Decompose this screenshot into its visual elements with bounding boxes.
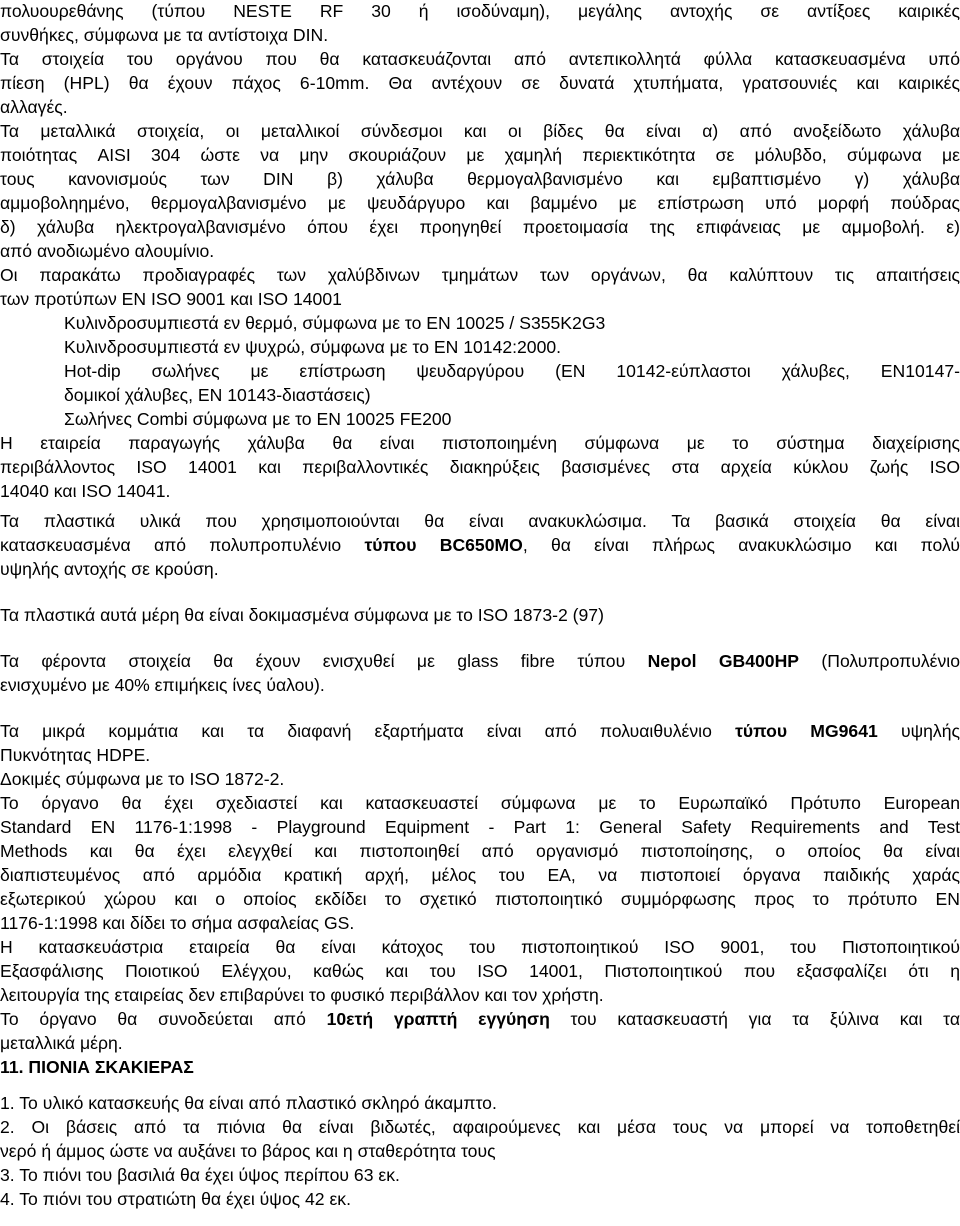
paragraph-steel-company <box>0 431 960 503</box>
text-line: πίεση (HPL) θα έχουν πάχος 6-10mm. Θα αντέχουν σε δυνατά χτυπήματα, γρατσουνιές και καιρικές <box>0 73 960 93</box>
paragraph-metal-parts <box>0 119 960 263</box>
text-line: διαπιστευμένος από αρμόδια κρατική αρχή, μέλος του EA, να πιστοποιεί όργανα παιδικής χαράς <box>0 865 960 885</box>
text-line: 1176-1:1998 και δίδει το σήμα ασφαλείας GS. <box>0 913 355 933</box>
text-line: Οι παρακάτω προδιαγραφές των χαλύβδινων τμημάτων των οργάνων, θα καλύπτουν τις απαιτήσεις <box>0 265 960 285</box>
text-line: λειτουργία της εταιρείας δεν επιβαρύνει το φυσικό περιβάλλον και τον χρήστη. <box>0 985 604 1005</box>
text-run: υψηλής <box>877 721 960 741</box>
text-line: 14040 και ISO 14041. <box>0 481 171 501</box>
text-line <box>0 1007 960 1031</box>
paragraph-hpl-panels <box>0 47 960 119</box>
text-run: του κατασκευαστή για τα ξύλινα και τα <box>549 1009 960 1029</box>
spec-item: Κυλινδροσυμπιεστά εν θερμό, σύμφωνα με το EN 10025 / S355K2G3 <box>64 313 606 333</box>
list-item: 1. Το υλικό κατασκευής θα είναι από πλαστικό σκληρό άκαμπτο. <box>0 1093 497 1113</box>
text-line: Εξασφάλισης Ποιοτικού Ελέγχου, καθώς και του ISO 14001, Πιστοποιητικού που εξασφαλίζει ότι η <box>0 961 960 981</box>
text-line: εξωτερικού χώρου και ο οποίος εκδίδει το σχετικό πιστοποιητικό συμμόρφωσης προς το πρότυπο EN <box>0 889 960 909</box>
paragraph-warranty <box>0 1007 960 1055</box>
text-line: Το όργανο θα έχει σχεδιαστεί και κατασκευαστεί σύμφωνα με το Ευρωπαϊκό Πρότυπο European <box>0 793 960 813</box>
text-line: Standard EN 1176-1:1998 - Playground Equipment - Part 1: General Safety Requirements and Test <box>0 817 960 837</box>
paragraph-steel-specs <box>0 263 960 431</box>
text-line: τους κανονισμούς των DIN β) χάλυβα θερμογαλβανισμένο και εμβαπτισμένο γ) χάλυβα <box>0 169 960 189</box>
bold-text: 10ετή γραπτή εγγύηση <box>326 1009 550 1029</box>
text-line <box>0 719 960 743</box>
text-run: (Πολυπροπυλένιο <box>799 651 960 671</box>
list-item: 4. Το πιόνι του στρατιώτη θα έχει ύψος 42 εκ. <box>0 1189 351 1209</box>
text-line: Τα πλαστικά αυτά μέρη θα είναι δοκιμασμένα σύμφωνα με το ISO 1873-2 (97) <box>0 605 604 625</box>
spec-item: δομικοί χάλυβες, EN 10143-διαστάσεις) <box>64 385 371 405</box>
text-line: από ανοδιωμένο αλουμίνιο. <box>0 241 215 261</box>
text-line: Τα στοιχεία του οργάνου που θα κατασκευάζονται από αντεπικολλητά φύλλα κατασκευασμένα υπό <box>0 49 960 69</box>
text-line: Η εταιρεία παραγωγής χάλυβα θα είναι πιστοποιημένη σύμφωνα με το σύστημα διαχείρισης <box>0 433 960 453</box>
text-line: δ) χάλυβα ηλεκτρογαλβανισμένο όπου έχει προηγηθεί προετοιμασία της επιφάνειας με αμμοβολή. ε) <box>0 217 960 237</box>
paragraph-polyurethane <box>0 0 960 47</box>
list-item: 3. Το πιόνι του βασιλιά θα έχει ύψος περίπου 63 εκ. <box>0 1165 400 1185</box>
paragraph-manufacturer <box>0 935 960 1007</box>
list-item: νερό ή άμμος ώστε να αυξάνει το βάρος και η σταθερότητα τους <box>0 1141 496 1161</box>
spec-item: Κυλινδροσυμπιεστά εν ψυχρώ, σύμφωνα με το EN 10142:2000. <box>64 337 562 357</box>
text-line: Η κατασκευάστρια εταιρεία θα είναι κάτοχος του πιστοποιητικού ISO 9001, του Πιστοποιητικού <box>0 937 960 957</box>
bold-text: Nepol GB400HP <box>647 651 800 671</box>
bold-text: τύπου MG9641 <box>735 721 878 741</box>
text-line <box>0 649 960 673</box>
text-line: των προτύπων EN ISO 9001 και ISO 14001 <box>0 289 342 309</box>
text-line: Τα μεταλλικά στοιχεία, οι μεταλλικοί σύνδεσμοι και οι βίδες θα είναι α) από ανοξείδωτο χάλυβα <box>0 121 960 141</box>
text-line: ποιότητας AISI 304 ώστε να μην σκουριάζουν με χαμηλή περιεκτικότητα σε μόλυβδο, σύμφωνα με <box>0 145 960 165</box>
text-line: ενισχυμένο με 40% επιμήκεις ίνες ύαλου). <box>0 675 325 695</box>
text-run: Τα μικρά κομμάτια και τα διαφανή εξαρτήματα είναι από πολυαιθυλένιο <box>0 721 736 741</box>
text-line: Τα πλαστικά υλικά που χρησιμοποιούνται θα είναι ανακυκλώσιμα. Τα βασικά στοιχεία θα είναι <box>0 511 960 531</box>
paragraph-standard <box>0 791 960 935</box>
text-run: , θα είναι πλήρως ανακυκλώσιμο και πολύ <box>522 535 960 555</box>
text-line: Πυκνότητας HDPE. <box>0 745 151 765</box>
text-line: αμμοβοληημένο, θερμογαλβανισμένο με ψευδάργυρο και βαμμένο με επίστρωση υπό μορφή πούδρας <box>0 193 960 213</box>
text-line: Δοκιμές σύμφωνα με το ISO 1872-2. <box>0 769 285 789</box>
text-run: κατασκευασμένα από πολυπροπυλένιο <box>0 535 365 555</box>
text-line: αλλαγές. <box>0 97 68 117</box>
section-heading: 11. ΠΙΟΝΙΑ ΣΚΑΚΙΕΡΑΣ <box>0 1057 194 1077</box>
spec-item: Hot-dip σωλήνες με επίστρωση ψευδαργύρου (EN 10142-εύπλαστοι χάλυβες, EN10147- <box>64 361 960 381</box>
paragraph-load-bearing <box>0 649 960 697</box>
text-line: πολυουρεθάνης (τύπου NESTE RF 30 ή ισοδύναμη), μεγάλης αντοχής σε αντίξοες καιρικές <box>0 1 960 21</box>
paragraph-plastics-testing <box>0 603 960 627</box>
text-line: Methods και θα έχει ελεγχθεί και πιστοποιηθεί από οργανισμό πιστοποίησης, ο οποίος θα είναι <box>0 841 960 861</box>
paragraph-small-parts <box>0 719 960 767</box>
text-run: Το όργανο θα συνοδεύεται από <box>0 1009 327 1029</box>
text-line: υψηλής αντοχής σε κρούση. <box>0 559 219 579</box>
text-line <box>0 533 960 557</box>
list-item: 2. Οι βάσεις από τα πιόνια θα είναι βιδωτές, αφαιρούμενες και μέσα τους να μπορεί να τοποθετηθεί <box>0 1117 960 1137</box>
paragraph-tests <box>0 767 960 791</box>
text-line: συνθήκες, σύμφωνα με τα αντίστοιχα DIN. <box>0 25 329 45</box>
text-run: Τα φέροντα στοιχεία θα έχουν ενισχυθεί με glass fibre τύπου <box>0 651 648 671</box>
text-line: μεταλλικά μέρη. <box>0 1033 123 1053</box>
text-line: περιβάλλοντος ISO 14001 και περιβαλλοντικές διακηρύξεις βασισμένες στα αρχεία κύκλου ζωής ISO <box>0 457 960 477</box>
spec-item: Σωλήνες Combi σύμφωνα με το EN 10025 FE200 <box>64 409 452 429</box>
section-items <box>0 1091 960 1211</box>
bold-text: τύπου BC650MO <box>364 535 523 555</box>
paragraph-plastics <box>0 509 960 581</box>
